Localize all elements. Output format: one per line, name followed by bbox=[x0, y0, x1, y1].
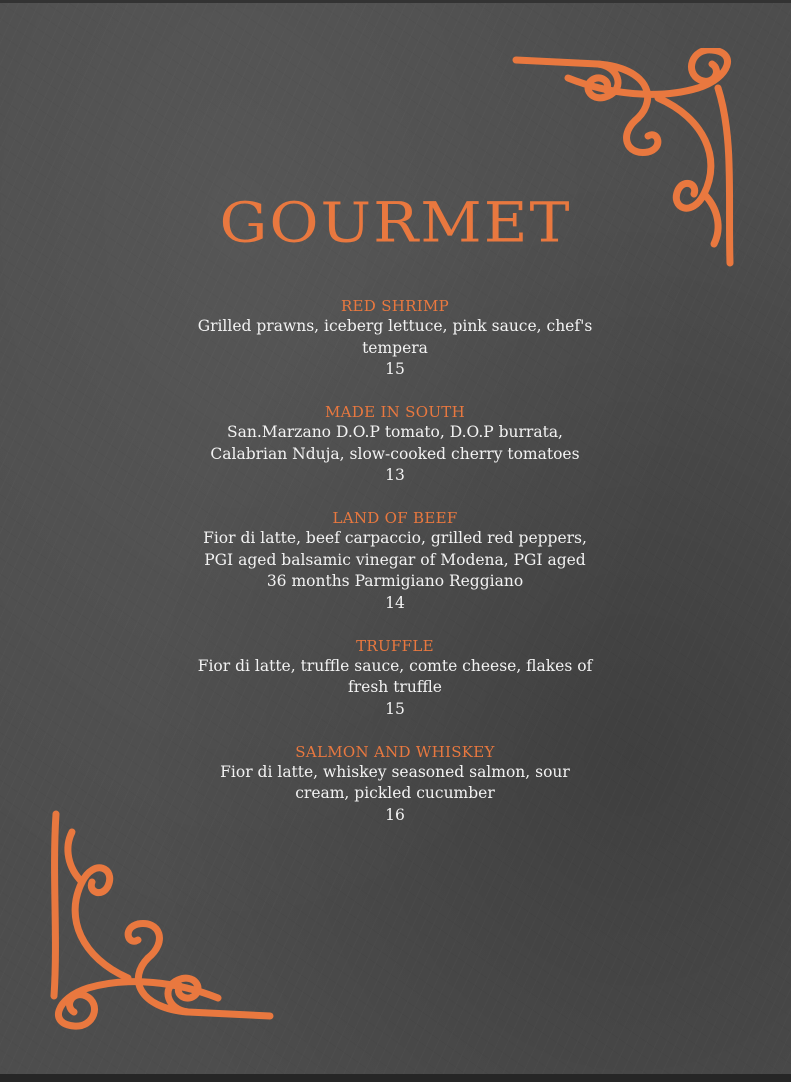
menu-item-name: TRUFFLE bbox=[356, 636, 434, 655]
menu-item-name: LAND OF BEEF bbox=[332, 509, 458, 527]
menu-item-name: MADE IN SOUTH bbox=[325, 403, 465, 421]
menu-item-price: 15 bbox=[385, 699, 405, 718]
menu-list bbox=[195, 296, 595, 848]
menu-item-name: RED SHRIMP bbox=[340, 297, 450, 315]
menu-item-price: 13 bbox=[385, 466, 405, 484]
top-edge bbox=[0, 0, 791, 3]
bottom-edge bbox=[0, 1074, 791, 1082]
menu-item bbox=[195, 742, 595, 826]
page-title: GOURMET bbox=[219, 190, 572, 256]
menu-item-description: San.Marzano D.O.P tomato, D.O.P burrata, Calabrian Nduja, slow-cooked cherry tomatoes bbox=[210, 423, 580, 463]
menu-item bbox=[195, 508, 595, 614]
menu-item bbox=[195, 296, 595, 380]
menu-item-description: Grilled prawns, iceberg lettuce, pink sauce, chef's tempera bbox=[197, 317, 593, 357]
menu-item-description: Fior di latte, beef carpaccio, grilled red peppers, PGI aged balsamic vinegar of Modena, PGI aged 36 months Parmigiano Reggiano bbox=[203, 529, 587, 590]
menu-item-price: 15 bbox=[385, 360, 405, 378]
menu-item-price: 16 bbox=[385, 805, 405, 824]
menu-item bbox=[195, 402, 595, 486]
menu-item bbox=[195, 636, 595, 720]
menu-item-description: Fior di latte, truffle sauce, comte cheese, flakes of fresh truffle bbox=[197, 656, 593, 696]
menu-item-name: SALMON AND WHISKEY bbox=[295, 742, 495, 761]
menu-item-price: 14 bbox=[385, 593, 405, 612]
menu-item-description: Fior di latte, whiskey seasoned salmon, sour cream, pickled cucumber bbox=[220, 762, 570, 802]
